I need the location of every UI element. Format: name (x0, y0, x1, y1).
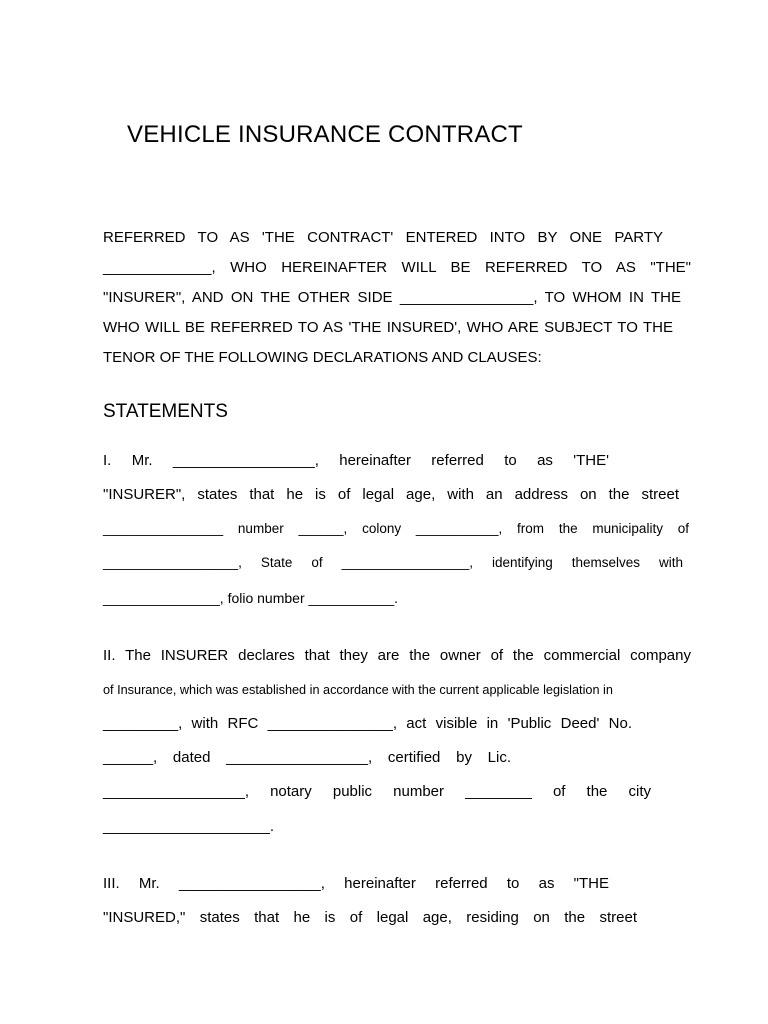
intro-line-3: "INSURER", AND ON THE OTHER SIDE ________________, TO WHOM IN THE (103, 289, 681, 306)
statement-1-line-2: "INSURER", states that he is of legal age, with an address on the street (103, 486, 679, 503)
intro-line-2: _____________, WHO HEREINAFTER WILL BE REFERRED TO AS "THE" (103, 259, 691, 276)
intro-line-4: WHO WILL BE REFERRED TO AS 'THE INSURED', WHO ARE SUBJECT TO THE (103, 319, 673, 336)
statement-2-line-6: ____________________. (103, 818, 275, 835)
statements-heading: STATEMENTS (103, 401, 228, 422)
intro-line-1: REFERRED TO AS 'THE CONTRACT' ENTERED INTO BY ONE PARTY (103, 229, 663, 246)
statement-3-line-1: III. Mr. _________________, hereinafter referred to as "THE (103, 875, 609, 892)
statement-1-line-3: ________________ number ______, colony ___________, from the municipality of (103, 521, 689, 536)
statement-2-line-1: II. The INSURER declares that they are the owner of the commercial company (103, 647, 691, 664)
statement-2-line-3: _________, with RFC _______________, act visible in 'Public Deed' No. (103, 715, 632, 732)
statement-1-line-4: __________________, State of _________________, identifying themselves with (103, 555, 683, 570)
document-title: VEHICLE INSURANCE CONTRACT (127, 121, 523, 148)
statement-1-line-1: I. Mr. _________________, hereinafter referred to as 'THE' (103, 452, 609, 469)
statement-2-line-2: of Insurance, which was established in accordance with the current applicable legislation in (103, 683, 613, 697)
statement-3-line-2: "INSURED," states that he is of legal age, residing on the street (103, 909, 637, 926)
statement-2-line-4: ______, dated _________________, certified by Lic. (103, 749, 511, 766)
statement-1-line-5: _______________, folio number ___________. (103, 590, 399, 606)
statement-2-line-5: _________________, notary public number ________ of the city (103, 783, 651, 800)
intro-line-5: TENOR OF THE FOLLOWING DECLARATIONS AND CLAUSES: (103, 349, 542, 366)
